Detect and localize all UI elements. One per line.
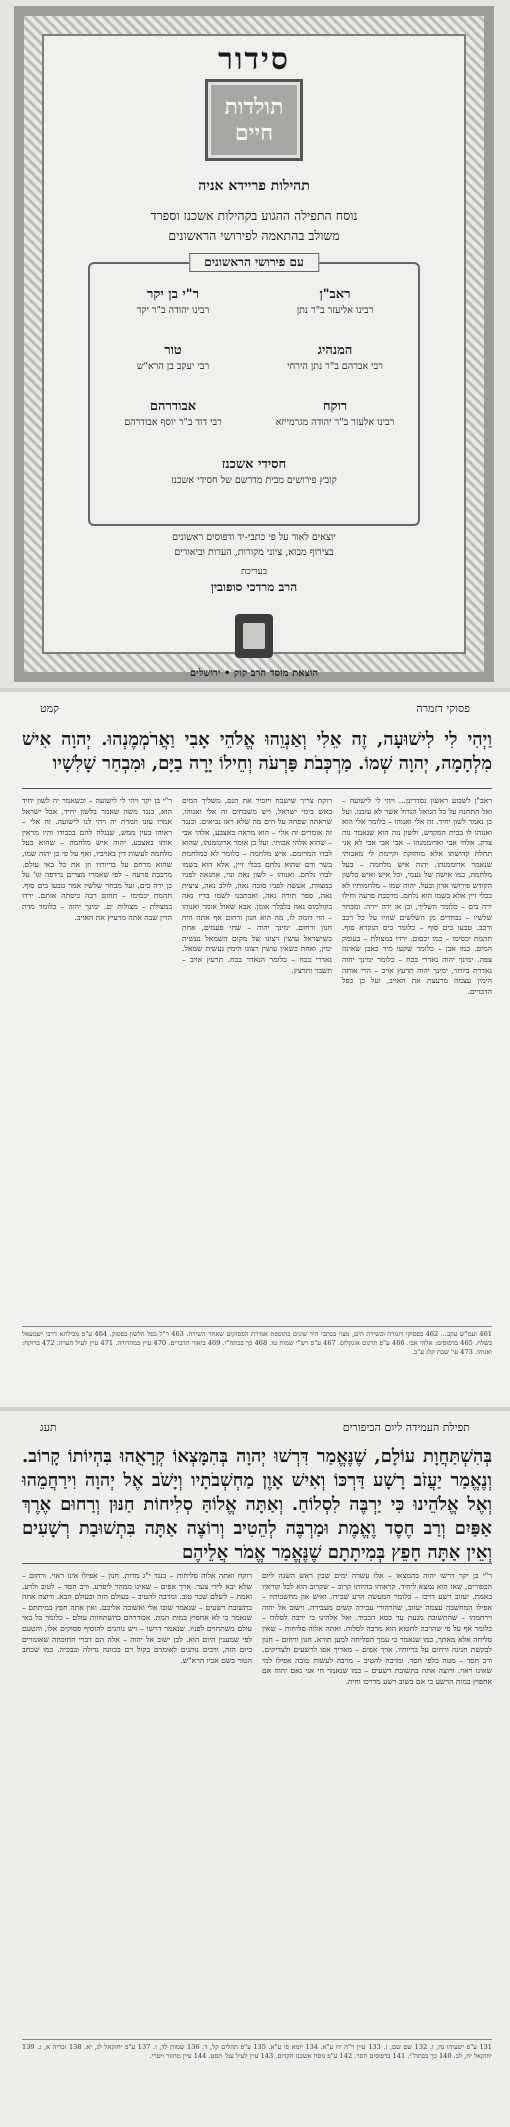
commentary-columns: [22, 796, 492, 1316]
commentary-column-left: ר"י בן יקר ויהי לי לישועה – וכשאמר יה לשון יחיד הוא, כנגד משה שאמר בלשון יחיד, אבל ישראל אמרו עזנו וזמרת יה ויהי לנו לישועה. זה אלי – ראוהו בעין ממש, שנגלה להם בכבודו והיו מראין אותו באצבע. יהוה איש מלחמה – שהוא בעל מלחמה לעשות דין באויביו, ואף על פי כן יהוה שמו, שהוא מרחם על בריותיו וזן את כל באי עולם. מרכבת פרעה – לפי שאמרו מצרים נרדפה וגו' על כן ירה בים, ועל מבחר שלשיו אמר טבעו בים סוף. תהמת יכסימו – תהום רבה כיסתה אותם. ירדו במצולת – מצולות ים. ימינך יהוה – כלומר מדת הדין שבה אתה מרעיץ את האויב.: [22, 796, 172, 922]
subtitle: תהילות פריידא אניה: [198, 178, 310, 194]
commentator-raavan: [260, 286, 410, 316]
commentator-name: המנהיג: [317, 343, 353, 358]
text-page-yom-kippur-amidah: [0, 1407, 510, 2127]
imprint-line-2: בצירוף מבוא, ציוני מקורות, הערות וביאורים: [174, 547, 334, 558]
commentary-columns: [22, 1571, 492, 2029]
commentary-column-right: ר"י בן יקר דרשו יהוה בהמצאו – אלו עשרה ימים שבין ראש השנה ליום הכפורים, שאז הוא נמצא ליחיד. קראוהו בהיותו קרוב – שקרוב הוא לכל קוראיו באמת. יעזוב רשע דרכו – כלומר המעשה הרע שבידו. ואיש און מחשבותיו – אפילו המחשבה עצמה יעזוב, שהרהורי עבירה קשים מעבירה. וישוב אל יהוה וירחמהו – שהתשובה מגעת עד כסא הכבוד. ואל אלהינו כי ירבה לסלוח – כלומר אף על פי שהרבה לחטוא הוא מרבה לסלוח. ואתה אלוה סליחות – שאין סליחה אלא מאתך, כמו שנאמר כי עמך הסליחה למען תורא. חנון ורחום – חנון לבקשת חנינה ורחום על בריותיו. ארך אפים – מאריך אפו לרשעים ולצדיקים. ורב חסד – מטה כלפי חסד. ומרבה להטיב – מרבה לעשות טובה אפילו למי שאינו ראוי. ורוצה אתה בתשובת רשעים – כמו שנאמר חי אני נאם יהוה אם אחפוץ במות הרשע כי אם בשוב רשע מדרכו וחיה.: [262, 1571, 492, 1686]
main-prayer-text: בְּהִשְׁתַּחֲוָת עוֹלָם, שֶׁנֶּאֱמַר דִּרְשׁוּ יְהוָה בְּהִמָּצְאוֹ קְרָאֻהוּ בִּהְיוֹתוֹ קָרוֹב. וְנֶאֱמַר יַעֲזֹב רָשָׁע דַּרְכּוֹ וְאִישׁ אָוֶן מַחְשְׁבֹתָיו וְיָשֹׁב אֶל יְהוָה וִירַחֲמֵהוּ וְאֶל אֱלֹהֵינוּ כִּי יַרְבֶּה לִסְלוֹחַ. וְאַתָּה אֱלוֹהַּ סְלִיחוֹת חַנּוּן וְרַחוּם אֶרֶךְ אַפַּיִם וְרַב חֶסֶד וֶאֱמֶת וּמַרְבֶּה לְהֵטִיב וְרוֹצֶה אַתָּה בִּתְשׁוּבַת רְשָׁעִים וְאֵין אַתָּה חָפֵץ בְּמִיתָתָם שֶׁנֶּאֱמַר אֱמֹר אֲלֵיהֶם: [22, 1446, 492, 1563]
publisher-name: הוצאת מוסד הרב קוק • ירושלים: [189, 668, 319, 679]
decorative-border: [14, 6, 494, 682]
commentator-subtitle: רבי אברהם ב"ר נתן הירחי: [287, 361, 383, 372]
title-block: [44, 42, 464, 161]
editor-name: הרב מרדכי סופובין: [210, 580, 298, 594]
commentator-subtitle: רבי יעקב בן הרא"ש: [136, 361, 210, 372]
commentary-column-middle: רוקח צריך שישבח ויזכיר את הנס, משליך המים באש בימי ישראל, ויש משבחים זה אלי ואנוהו, שראתה שפחה על הים מה שלא ראו נביאים. וכנגד זה אומרים זה אלי – הוא מראה באצבע, אלהי אבי – שהוא אלהי אבותי. ועל כן אומר ארוממנהו, שהוא לבדו המרומם. איש מלחמה – כלומר לא כמלחמת בשר ודם שהוא נלחם בכלי זיין, אלא הוא בשמו לבדו נלחם. ואנוהו – לשון נאה ונוי, אתנאה לפניו במצוות, אעשה לפניו סוכה נאה, לולב נאה, ציצית נאה, ספר תורה נאה, ואכתבנו לשמו בדיו נאה בקולמוס נאה בלבלר אומן. אבא שאול אומר ואנוהו – הוי דומה לו, מה הוא חנון ורחום אף אתה היה חנון ורחום. ימינך יהוה – שתי פעמים, אחת כשישראל עושין רצונו של מקום השמאל נעשית ימין, ואחת כשאין עושין רצונו הימין נעשית שמאל. נאדרי בכח – כלומר הנאדר בכח. תרעץ אויב – תשבר ותרצץ.: [182, 796, 332, 975]
edited-by-label: בעריכת: [240, 567, 268, 577]
imprint-line-1: יוצאים לאור על פי כתבי-יד ודפוסים ראשונים: [172, 532, 336, 543]
commentator-rokeach: [260, 398, 410, 428]
commentator-abudirham: [98, 398, 248, 428]
commentator-chasidei-ashkenaz: [124, 456, 384, 486]
commentator-name: חסידי אשכנז: [221, 457, 287, 472]
footnotes: 131 ע"פ ישעיהו נה, ו. 132 שם שם, ז. 133 עיין ר"ה יח ע"א. 134 יומא פו ע"א. 135 ע"פ תהלים קל, ד. 136 שמות לד, ו. 137 ע"פ יחזקאל לג, יא. 138 זכריה א, ג. 139 יחזקאל יח, לב. 140 כך בכתה"י. 141 בדפוסים חסר. 142 ע"פ נוסח אשכנז הקדום. 143 עיין לעיל עמ' תסט. 144 עיין מחזור ויטרי.: [22, 2039, 492, 2123]
commentator-subtitle: רבינו אלעזר ב"ר יהודה מגרמייזא: [275, 417, 395, 428]
commentator-name: ראב"ן: [319, 287, 351, 302]
running-header-title: תפילת העמידה ליום הכיפורים: [342, 1421, 470, 1434]
emblem-line-2: חיים: [234, 120, 274, 146]
commentator-name: ר"י בן יקר: [147, 287, 199, 302]
running-header-title: פסוקי דזמרה: [416, 702, 470, 715]
title-page: [0, 0, 510, 688]
commentator-hamanhig: [260, 342, 410, 372]
siddur-title: סידור: [218, 42, 290, 77]
text-page-pesukei-dezimra: [0, 688, 510, 1411]
page-number: קמט: [40, 702, 60, 715]
commentator-subtitle: קובץ פירושים מבית מדרשם של חסידי אשכנז: [171, 475, 337, 486]
commentator-ri-ben-yakar: [98, 286, 248, 316]
text-divider: [22, 1563, 492, 1564]
publisher-logo: [235, 614, 273, 658]
commentator-name: אבודרהם: [149, 399, 197, 414]
description-line-2: משולב בהתאמה לפירושי הראשונים: [168, 228, 340, 243]
emblem-line-1: תולדות: [224, 94, 284, 120]
description-line-1: נוסח התפילה ההגוע בקהילות אשכנז וספרד: [150, 208, 358, 223]
commentator-name: טור: [164, 343, 182, 358]
commentator-subtitle: רבינו אליעזר ב"ר נתן: [296, 305, 374, 316]
main-prayer-text: וַיְהִי לִי לִישׁוּעָה, זֶה אֵלִי וְאַנְוֵהוּ אֱלֹהֵי אָבִי וַאֲרֹמְמֶנְהוּ. יְהוָה אִישׁ מִלְחָמָה, יְהוָה שְׁמוֹ. מַרְכְּבֹת פַּרְעֹה וְחֵילוֹ יָרָה בַיָּם, וּמִבְחַר שָׁלִשָׁיו: [22, 729, 492, 774]
footnotes: 461 ועמ"ש עקב... 462 בפסוקי דזמרה ובשירת הים, מצוי בכתבי היד שונים בתוספת אמירת הפסוקים שאחר השירה. 463 ר"ל כפל הלשון בפסוק. 464 ע"פ מכילתא דרבי ישמעאל בשלח. 465 בדפוסים: אלהי אבי. 466 ע"פ תרגום אונקלוס. 467 ע"פ רש"י שמות טו. 468 כך בכתה"י. 469 ביאור הדברים. 470 עיין במהדורה. 471 עיין לעיל הערה. 472 ברוקח: ואנוהו. 473 עי' שבת קלג ע"ב.: [22, 1326, 492, 1406]
commentators-box: [88, 255, 420, 526]
commentator-name: רוקח: [322, 399, 348, 414]
emblem-logo: [205, 79, 303, 161]
commentary-column-left: רוקח ואתה אלוה סליחות – כנגד י"ג מדות. חנון – אפילו אינו ראוי. ורחום – שלא יבא לידי צער. ארך אפים – שאינו ממהר ליפרע. ורב חסד – לטוב ולרע. ואמת – לשלם שכר טוב. ומרבה להטיב – בעולם הזה ובעולם הבא. ורוצה אתה בתשובת רשעים – שנאמר שובו אלי ואשובה אליכם. ואין אתה חפץ במיתתם – שנאמר כי לא אחפוץ במות המת. אבודרהם בהשתחוות עולם – כלומר כל באי עולם משתחוים לפניו. שנאמר דרשו – ויש נוהגים להוסיף פסוקים אלו, והטעם לפי שמענין היום הוא. לכן ישוב אל יהוה – אלה הם דברי התוכחה שאומרים ביום הזה, ורבים נוהגים לאומרם בקול רם בכוונה גדולה ובבכיה. כמו שכתב הטור בשם אביו הרא"ש.: [22, 1571, 252, 1665]
title-panel: [42, 34, 466, 679]
commentator-tur: [98, 342, 248, 372]
commentary-column-right: ראב"ן לשבוע ראשון נסדרינן... ויהי לי לישועה – ואל התחנה על כל הגואל הגדול אשר לא עזבנו, ועל כן נאמר לשון יחיד. זה אלי ואנוהו – כלומר אלי הוא ואנוהו לו בבית המקדש, ולשון נוה הוא שנאמר נוה צדק. אלהי אבי וארוממנהו – אבי אבי אבי לא אני תחלת קדושתו אלא מוחזקת וקיימת לי מאבותי שנאמר ארוממנהו. יהוה איש מלחמה – בעל מלחמה, כמו אישה של נעמי, וכל איש ואיש בלשון הקודש פירושו אדון ובעל. יהוה שמו – מלחמותיו לא בכלי זיין אלא בשמו הוא נלחם. מרכבת פרעה וחילו ירה בים – כלומר השליך, וכן או ירה יירה. ומבחר שלשיו – נבחרים מן השלשים שהיו על כל רכב ורכב. טבעו בים סוף – כלומר בים הנקרא סוף. תהמת יכסימו – כמו יכסום. ירדו במצולת – בעומק המים. כמו אבן – כלומר שקעו מיד כאבן שאינה צפה. ימינך יהוה נאדרי בכח – כלומר ימינך יהוה נאדרת ביותר, ימינך יהוה תרעץ אויב – הרי אותה הימין עצמה מרעצת את האויב, ועל כן כפל הדברים.: [342, 796, 492, 996]
commentator-subtitle: רבי דוד ב"ר יוסף אבודרהם: [124, 417, 222, 428]
commentator-subtitle: רבינו יהודה ב"ר יקר: [136, 305, 210, 316]
page-number: תעג: [40, 1421, 57, 1434]
commentators-box-title: עם פירושי הראשונים: [189, 253, 319, 272]
text-divider: [22, 788, 492, 789]
